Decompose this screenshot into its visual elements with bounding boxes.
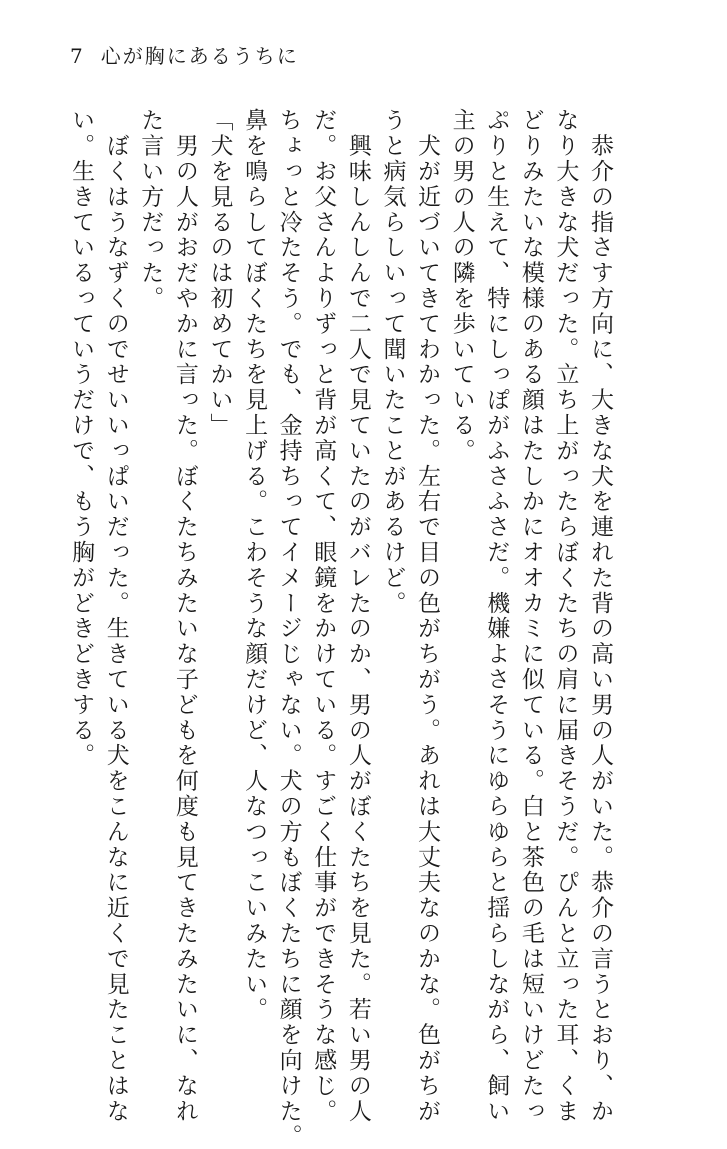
chapter-title: 心が胸にあるうちに bbox=[100, 44, 299, 68]
text-line: た言い方だった。 bbox=[137, 108, 164, 312]
body-text bbox=[64, 108, 618, 1149]
text-line: 恭介の指さす方向に、大きな犬を連れた背の高い男の人がいた。恭介の言うとおり、か bbox=[587, 108, 613, 1124]
text-line: 興味しんしんで二人で見ていたのがバレたのか、男の人がぼくたちを見た。若い男の人 bbox=[344, 108, 371, 1124]
text-line: 男の人がおだやかに言った。ぼくたちみたいな子どもを何度も見てきたみたいに、なれ bbox=[171, 108, 198, 1124]
text-line: なり大きな犬だった。立ち上がったらぼくたちの肩に届きそうだ。ぴんと立った耳、くま bbox=[552, 108, 579, 1124]
text-line: ぷりと生えて、特にしっぽがふさふさだ。機嫌よさそうにゆらゆらと揺らしながら、飼い bbox=[483, 108, 510, 1124]
chapter-header bbox=[70, 40, 299, 69]
text-line: だ。お父さんよりずっと背が高くて、眼鏡をかけている。すごく仕事ができそうな感じ。 bbox=[310, 108, 337, 1124]
text-line: い。生きているっていうだけで、もう胸がどきどきする。 bbox=[68, 108, 95, 769]
text-line: ぼくはうなずくのでせいいっぱいだった。生きている犬をこんなに近くで見たことはな bbox=[102, 108, 129, 1124]
text-line: どりみたいな模様のある顔はたしかにオオカミに似ている。白と茶色の毛は短いけどたっ bbox=[517, 108, 544, 1124]
chapter-number: 7 bbox=[70, 44, 85, 68]
text-line: 「犬を見るのは初めてかい」 bbox=[206, 108, 233, 439]
text-line: うと病気らしいって聞いたことがあるけど。 bbox=[379, 108, 406, 616]
text-line: ちょっと冷たそう。でも、金持ちってイメージじゃない。犬の方もぼくたちに顔を向けた。 bbox=[275, 108, 302, 1149]
text-line: 主の男の人の隣を歩いている。 bbox=[448, 108, 475, 464]
text-line: 犬が近づいてきてわかった。左右で目の色がちがう。あれは大丈夫なのかな。色がちが bbox=[414, 108, 441, 1124]
text-line: 鼻を鳴らしてぼくたちを見上げる。こわそうな顔だけど、人なつっこいみたい。 bbox=[241, 108, 268, 1023]
